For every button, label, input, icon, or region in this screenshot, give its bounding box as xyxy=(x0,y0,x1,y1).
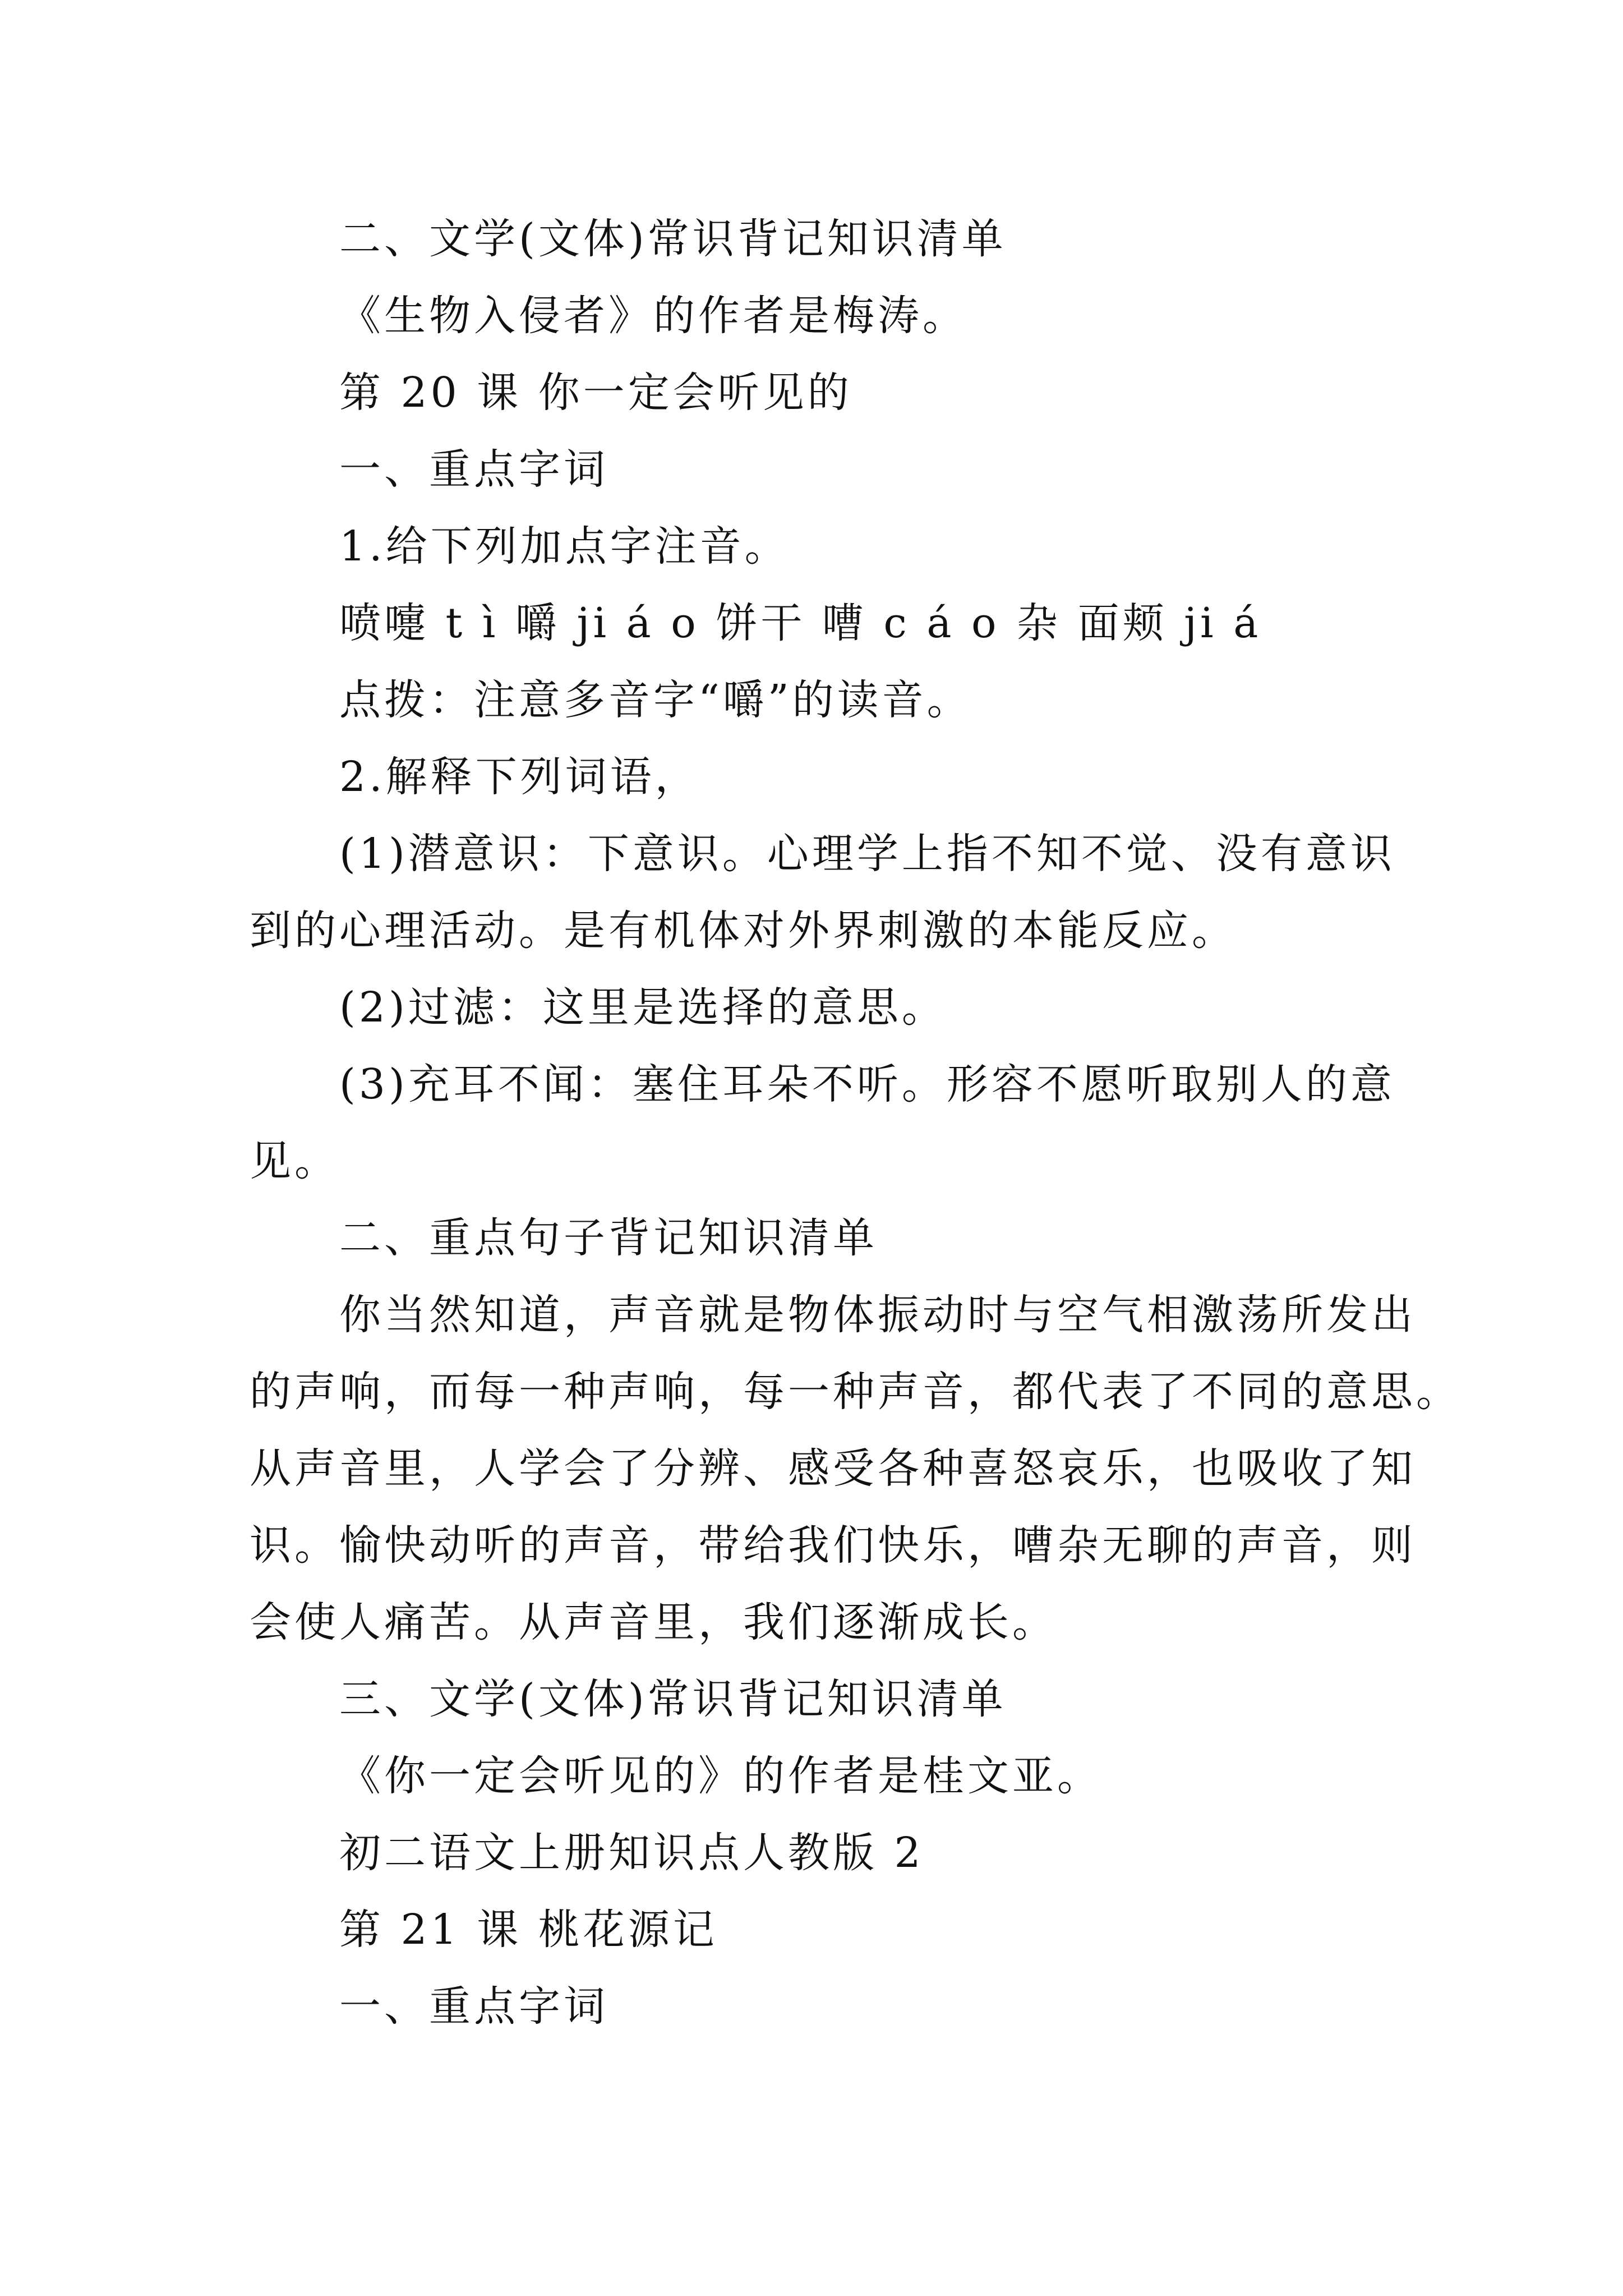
section-heading: 二、重点句子背记知识清单 xyxy=(339,1214,878,1262)
section-heading: 一、重点字词 xyxy=(339,445,608,494)
paragraph: 2.解释下列词语， xyxy=(339,753,700,801)
paragraph: 会使人痛苦。从声音里，我们逐渐成长。 xyxy=(250,1598,1057,1646)
paragraph: 《你一定会听见的》的作者是桂文亚。 xyxy=(339,1752,1102,1800)
lesson-title: 第 21 课 桃花源记 xyxy=(339,1906,718,1954)
section-heading: 一、重点字词 xyxy=(339,1982,608,2031)
paragraph: 的声响，而每一种声响，每一种声音，都代表了不同的意思。 xyxy=(250,1368,1461,1416)
paragraph: 识。愉快动听的声音，带给我们快乐，嘈杂无聊的声音，则 xyxy=(250,1521,1416,1570)
document-heading: 初二语文上册知识点人教版 2 xyxy=(339,1829,924,1877)
paragraph: 《生物入侵者》的作者是梅涛。 xyxy=(339,292,967,340)
paragraph: 见。 xyxy=(250,1137,339,1185)
section-heading: 二、文学(文体)常识背记知识清单 xyxy=(339,215,1007,263)
lesson-title: 第 20 课 你一定会听见的 xyxy=(339,369,852,417)
paragraph: 喷嚏 t ì 嚼 ji á o 饼干 嘈 c á o 杂 面颊 ji á xyxy=(339,599,1262,647)
paragraph: 到的心理活动。是有机体对外界刺激的本能反应。 xyxy=(250,907,1237,955)
paragraph: 点拨：注意多音字“嚼”的读音。 xyxy=(339,676,972,724)
paragraph: 从声音里，人学会了分辨、感受各种喜怒哀乐，也吸收了知 xyxy=(250,1444,1416,1493)
paragraph: (3)充耳不闻：塞住耳朵不听。形容不愿听取别人的意 xyxy=(339,1060,1395,1108)
section-heading: 三、文学(文体)常识背记知识清单 xyxy=(339,1675,1007,1723)
paragraph: (1)潜意识：下意识。心理学上指不知不觉、没有意识 xyxy=(339,830,1395,878)
paragraph: 1.给下列加点字注音。 xyxy=(339,522,790,570)
paragraph: 你当然知道，声音就是物体振动时与空气相激荡所发出 xyxy=(339,1291,1416,1339)
paragraph: (2)过滤：这里是选择的意思。 xyxy=(339,983,947,1032)
